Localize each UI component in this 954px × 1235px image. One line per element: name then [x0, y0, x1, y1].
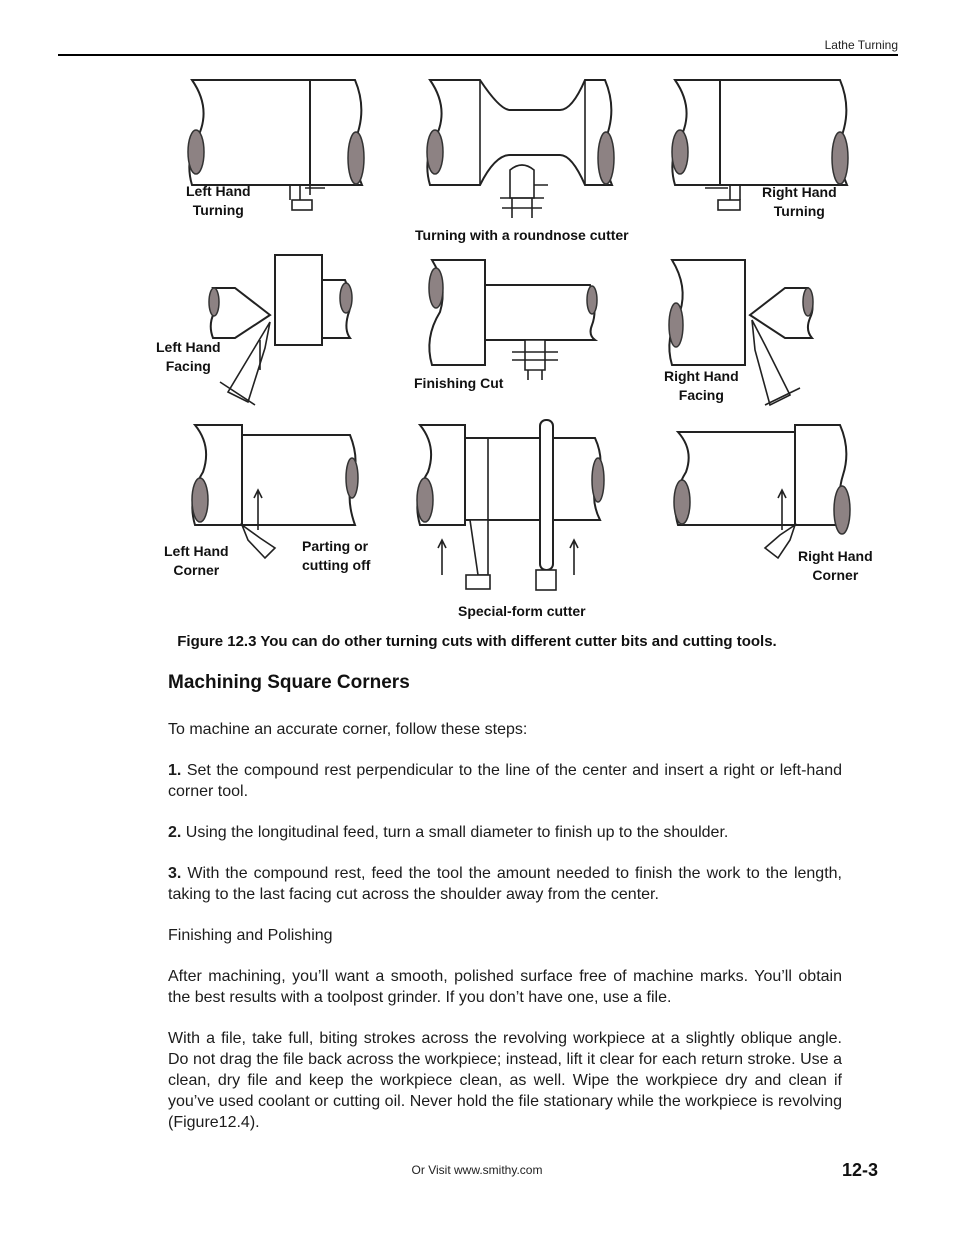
section-title: Machining Square Corners [168, 672, 410, 693]
step-1 [168, 760, 842, 802]
step-2-number: 2. [168, 824, 182, 841]
roundnose-turning-drawing [427, 80, 614, 218]
step-2 [168, 822, 842, 843]
figure-caption: Figure 12.3 You can do other turning cuts with different cutter bits and cutting tools. [177, 633, 777, 650]
left-hand-facing-drawing [209, 255, 352, 405]
step-3 [168, 863, 842, 905]
header-rule [58, 54, 898, 56]
subheading-finishing: Finishing and Polishing [168, 927, 333, 944]
paragraph-finishing-1: After machining, you’ll want a smooth, polished surface free of machine marks. You’ll obtain the best results with a toolpost grinder. If you don’t have one, use a file. [168, 968, 842, 1006]
label-parting: Parting or cutting off [302, 538, 371, 573]
intro-paragraph: To machine an accurate corner, follow these steps: [168, 721, 528, 738]
turning-cuts-figure [140, 70, 873, 630]
finishing-cut-drawing [429, 260, 597, 380]
label-right-hand-facing: Right Hand Facing [664, 368, 739, 403]
label-left-hand-corner: Left Hand Corner [164, 543, 229, 578]
step-1-number: 1. [168, 762, 182, 779]
label-right-hand-turning: Right Hand Turning [762, 184, 837, 219]
page-number: 12-3 [841, 1160, 878, 1180]
footer-site: Or Visit www.smithy.com [411, 1163, 543, 1177]
step-2-text: Using the longitudinal feed, turn a small diameter to finish up to the shoulder. [185, 824, 729, 841]
label-special-form: Special-form cutter [458, 603, 586, 619]
right-hand-corner-drawing [674, 425, 850, 558]
label-roundnose: Turning with a roundnose cutter [415, 227, 629, 243]
step-3-text: With the compound rest, feed the tool the amount needed to finish the work to the length, taking to the last facing cut across the shoulder away from the center. [168, 865, 842, 903]
special-form-cutter-drawing [417, 420, 604, 590]
step-1-text: Set the compound rest perpendicular to the line of the center and insert a right or left-hand corner tool. [168, 762, 842, 800]
paragraph-finishing-2: With a file, take full, biting strokes across the revolving workpiece at a slightly oblique angle. Do not drag the file back across the workpiece; instead, lift it clear for each return stroke. Use a clean, dry file and keep the workpiece clean, as well. Wipe the workpiece dry and clean if you’ve used coolant or cutting oil. Never hold the file stationary while the workpiece is revolving (Figure12.4). [168, 1030, 842, 1131]
label-finishing-cut: Finishing Cut [414, 375, 504, 391]
step-3-number: 3. [168, 865, 182, 882]
running-header: Lathe Turning [824, 38, 898, 52]
label-right-hand-corner: Right Hand Corner [798, 548, 873, 583]
figure-drawing [140, 70, 860, 630]
label-left-hand-turning: Left Hand Turning [186, 183, 251, 218]
label-left-hand-facing: Left Hand Facing [156, 339, 221, 374]
